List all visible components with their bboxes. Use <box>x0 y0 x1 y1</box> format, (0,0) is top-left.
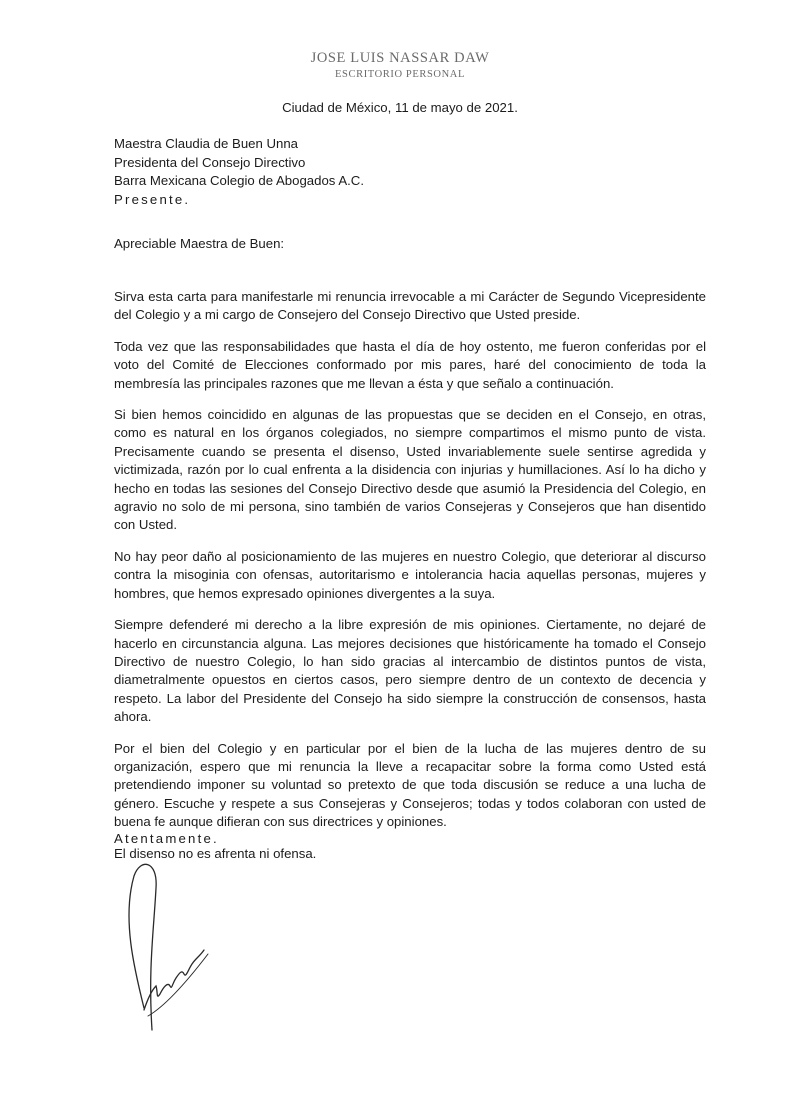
letterhead-subtitle: ESCRITORIO PERSONAL <box>335 69 465 80</box>
closing: Atentamente. <box>114 831 219 846</box>
body-paragraph-7: El disenso no es afrenta ni ofensa. <box>114 845 317 861</box>
letter-body <box>114 288 706 876</box>
body-paragraph-2: Toda vez que las responsabilidades que hasta el día de hoy ostento, me fueron conferidas por el voto del Comité de Elecciones conformado por mis pares, haré del conocimiento de toda la membresía las principales razones que me llevan a ésta y que señalo a continuación. <box>114 338 706 391</box>
body-paragraph-3: Si bien hemos coincidido en algunas de las propuestas que se deciden en el Consejo, en otras, como es natural en los órganos colegiados, no siempre compartimos el mismo punto de vista. Precisamente cuando se presenta el disenso, Usted invariablemente suele sentirse agredida y victimizada, razón por lo cual enfrenta a la disidencia con injurias y humillaciones. Así lo ha dicho y hecho en todas las sesiones del Consejo Directivo desde que asumió la Presidencia del Colegio, en agravio no solo de mi persona, sino también de varios Consejeras y Consejeros que han disentido con Usted. <box>114 407 706 533</box>
date-line: Ciudad de México, 11 de mayo de 2021. <box>282 100 518 115</box>
signature-drawing <box>112 858 222 1038</box>
recipient-block <box>114 135 364 209</box>
recipient-organization: Barra Mexicana Colegio de Abogados A.C. <box>114 173 364 188</box>
letterhead <box>0 50 800 80</box>
body-paragraph-4: No hay peor daño al posicionamiento de las mujeres en nuestro Colegio, que deteriorar al discurso contra la misoginia con ofensas, autoritarismo e intolerancia hacia aquellas personas, mujeres y hombres, que hemos expresado opiniones divergentes a la suya. <box>114 548 706 601</box>
recipient-position: Presidenta del Consejo Directivo <box>114 154 306 170</box>
letterhead-name: JOSE LUIS NASSAR DAW <box>310 50 490 66</box>
recipient-presente: Presente. <box>114 191 191 207</box>
recipient-name: Maestra Claudia de Buen Unna <box>114 136 299 151</box>
body-paragraph-1: Sirva esta carta para manifestarle mi renuncia irrevocable a mi Carácter de Segundo Vicepresidente del Colegio y a mi cargo de Consejero del Consejo Directivo que Usted preside. <box>114 289 706 323</box>
handwritten-signature <box>112 858 222 1043</box>
salutation: Apreciable Maestra de Buen: <box>114 236 285 251</box>
body-paragraph-5: Siempre defenderé mi derecho a la libre expresión de mis opiniones. Ciertamente, no dejaré de hacerlo en circunstancia alguna. Las mejores decisiones que históricamente ha tomado el Consejo Directivo de nuestro Colegio, lo han sido gracias al intercambio de distintos puntos de vista, diametralmente opuestos en ciertos casos, pero siempre dentro de un contexto de decencia y respeto. La labor del Presidente del Consejo ha sido siempre la construcción de consensos, hasta ahora. <box>114 617 706 725</box>
body-paragraph-6: Por el bien del Colegio y en particular por el bien de la lucha de las mujeres dentro de su organización, espero que mi renuncia la lleve a recapacitar sobre la forma como Usted está pretendiendo imponer su voluntad so pretexto de que toda discusión se reduce a una lucha de género. Escuche y respete a sus Consejeras y Consejeros; todas y todos colaboran con usted de buena fe aunque difieran con sus directrices y opiniones. <box>114 740 706 830</box>
